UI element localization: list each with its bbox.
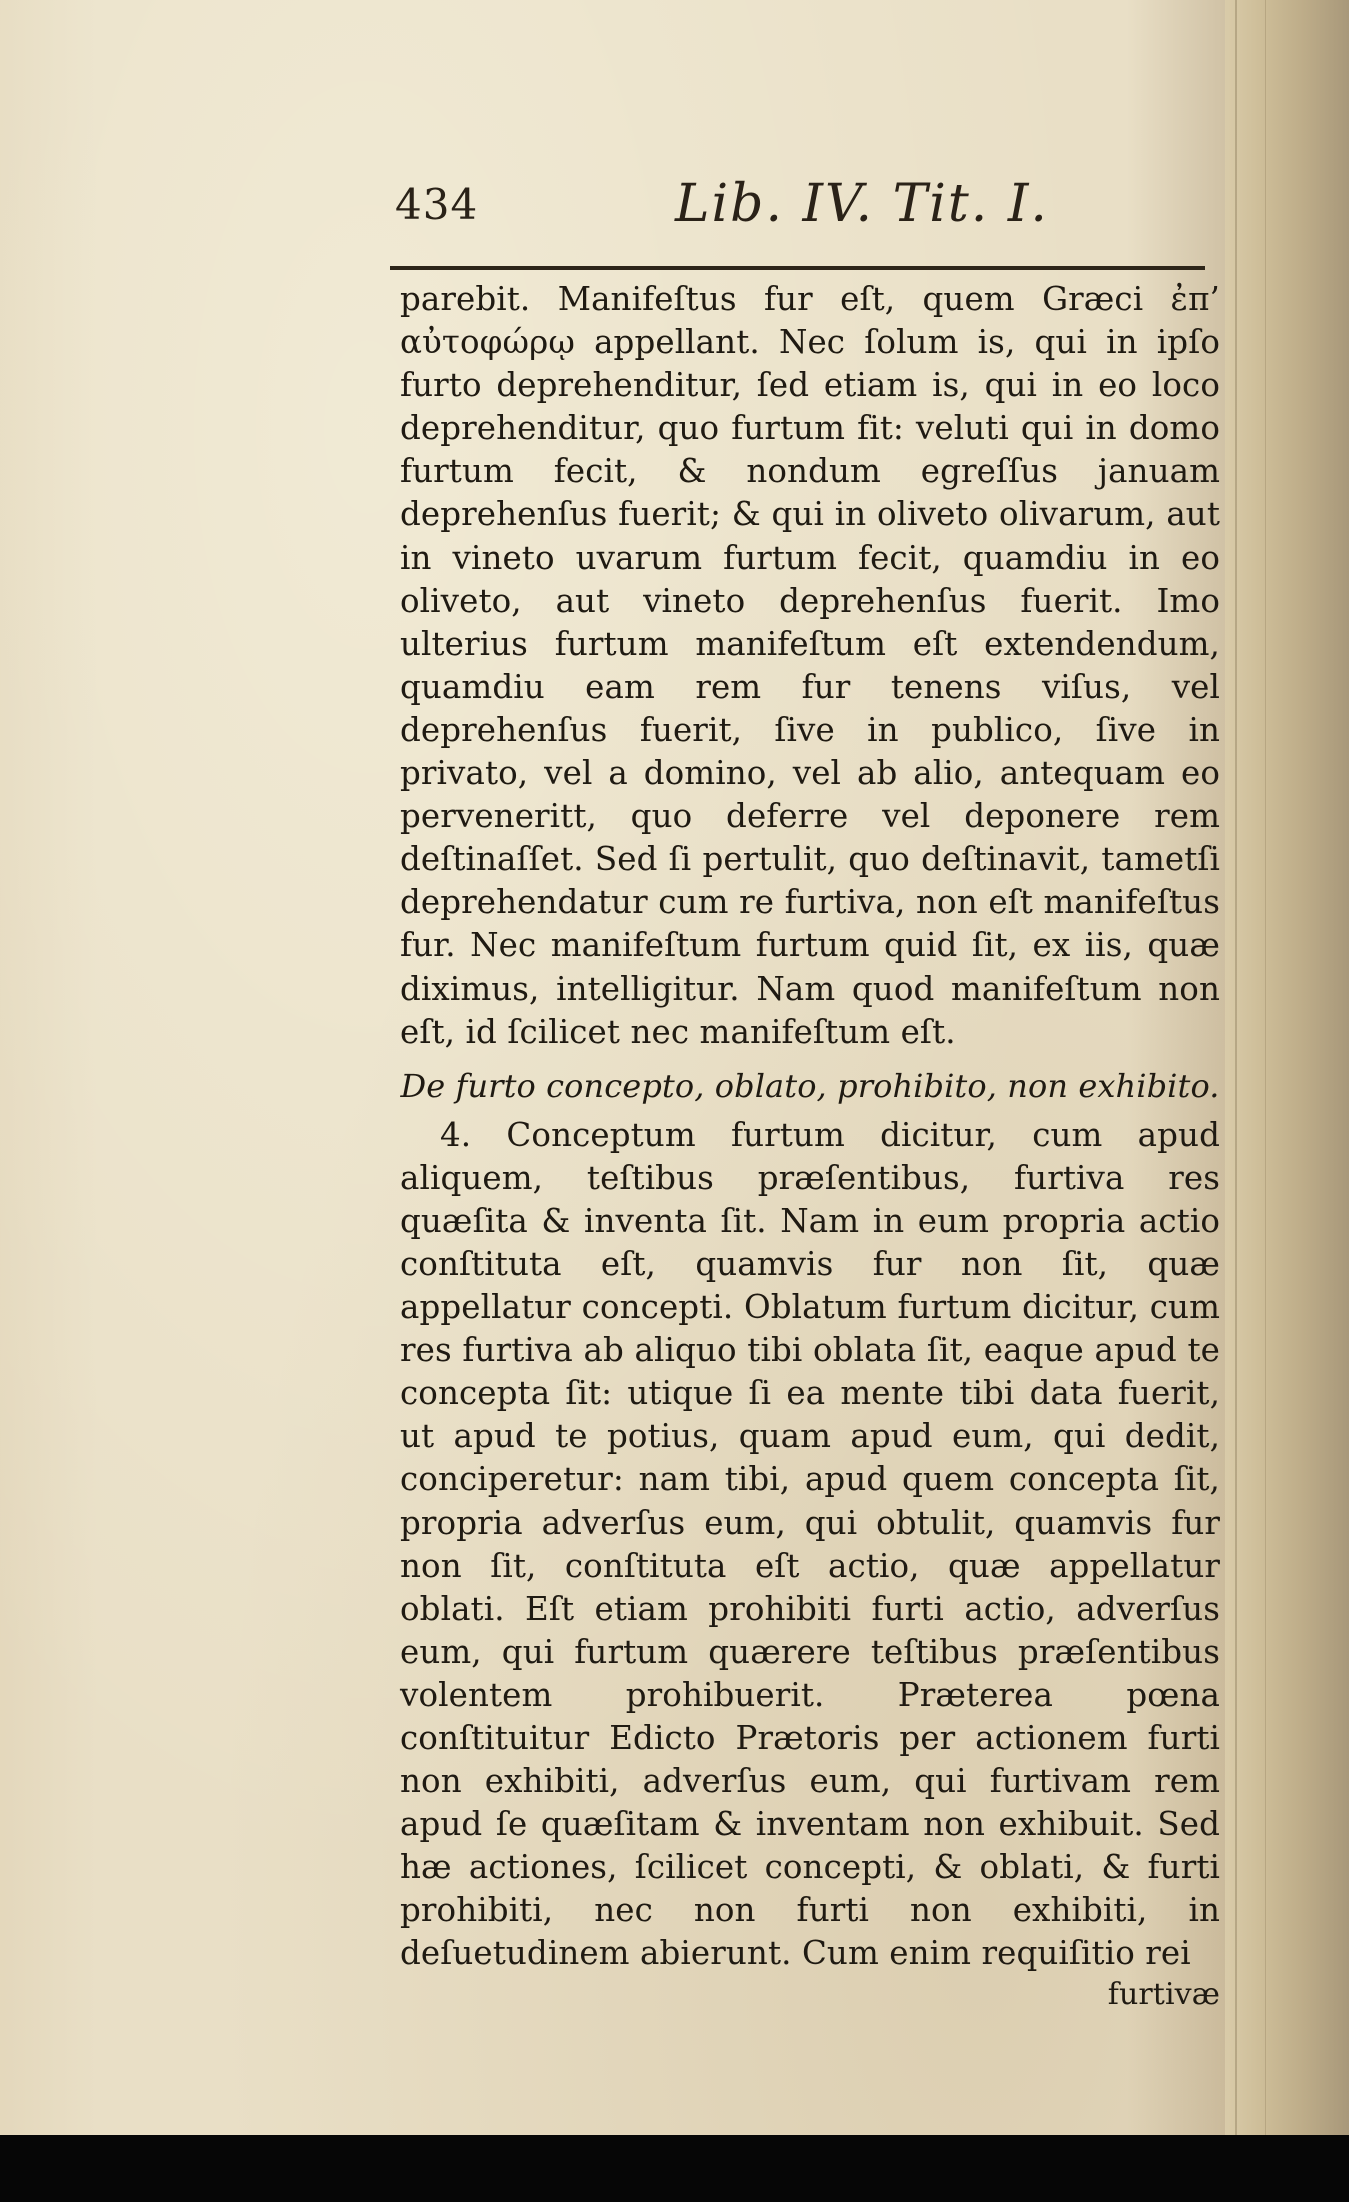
page-number: 434 <box>395 180 479 229</box>
paragraph-manifest-theft: parebit. Manifeſtus fur eſt, quem Græci ἐπ’ αὐτοφώρῳ appellant. Nec ſolum is, qui in ipſo furto deprehenditur, ſed etiam is, qui in eo loco deprehenditur, quo furtum fit: veluti qui in domo furtum fecit, & nondum egreſſus januam deprehenſus fuerit; & qui in oliveto olivarum, aut in vineto uvarum furtum fecit, quamdiu in eo oliveto, aut vineto deprehenſus fuerit. Imo ulterius furtum manifeſtum eſt extendendum, quamdiu eam rem fur tenens viſus, vel deprehenſus fuerit, ſive in publico, ſive in privato, vel a domino, vel ab alio, antequam eo perveneritt, quo deferre vel deponere rem deſtinaſſet. Sed ſi pertulit, quo deſtinavit, tametſi deprehendatur cum re furtiva, non eſt manifeſtus fur. Nec manifeſtum furtum quid ſit, ex iis, quæ diximus, intelligitur. Nam quod manifeſtum non eſt, id ſcilicet nec manifeſtum eſt. <box>400 280 1220 1051</box>
scan-bottom-border <box>0 2135 1349 2202</box>
page-text <box>400 278 1220 2014</box>
page-header <box>395 174 1215 260</box>
header-rule <box>390 266 1205 270</box>
catchword: furtivæ <box>1107 1976 1220 2012</box>
paragraph-conceptum-furtum: 4. Conceptum furtum dicitur, cum apud aliquem, teſtibus præſentibus, furtiva res quæſita & inventa ſit. Nam in eum propria actio conſtituta eſt, quamvis fur non ſit, quæ appellatur concepti. Oblatum furtum dicitur, cum res furtiva ab aliquo tibi oblata ſit, eaque apud te concepta ſit: utique ſi ea mente tibi data fuerit, ut apud te potius, quam apud eum, qui dedit, conciperetur: nam tibi, apud quem concepta ſit, propria adverſus eum, qui obtulit, quamvis fur non ſit, conſtituta eſt actio, quæ appellatur oblati. Eſt etiam prohibiti furti actio, adverſus eum, qui furtum quærere teſtibus præſentibus volentem prohibuerit. Præterea pœna conſtituitur Edicto Prætoris per actionem furti non exhibiti, adverſus eum, qui furtivam rem apud ſe quæſitam & inventam non exhibuit. Sed hæ actiones, ſcilicet concepti, & oblati, & furti prohibiti, nec non furti non exhibiti, in deſuetudinem abierunt. Cum enim requiſitio rei <box>400 1115 1220 1973</box>
running-head: Lib. IV. Tit. I. <box>675 174 1049 234</box>
section-subheading: De furto concepto, oblato, prohibito, non exhibito. <box>400 1066 1220 1105</box>
next-page-edge <box>1225 0 1349 2135</box>
